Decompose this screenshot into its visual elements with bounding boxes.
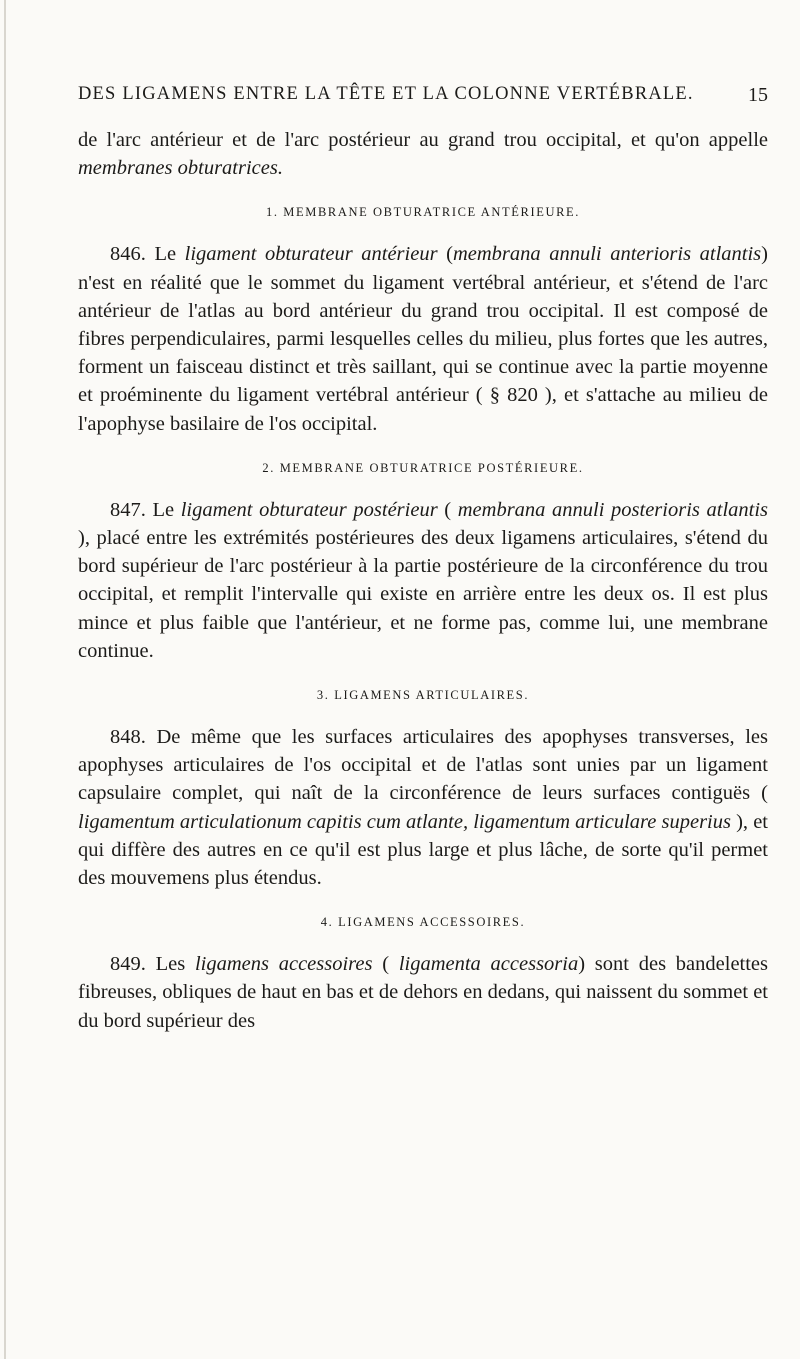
paragraph-text: Les: [145, 953, 195, 976]
section-heading-ligamens-accessoires: 4. LIGAMENS ACCESSOIRES.: [320, 915, 526, 930]
italic-term: ligament obturateur antérieur: [184, 243, 438, 266]
paragraph-846: [78, 240, 768, 437]
italic-term: ligamenta accessoria: [398, 953, 579, 976]
paragraph-text: ), placé entre les extrémités postérieures des deux ligamens articulaires, s'étend du bord supérieur de l'arc postérieur à la partie postérieure de la circonférence du trou occipital, et remplit l'intervalle qui existe en arrière entre les deux os. Il est plus mince et plus faible que l'antérieur, et ne forme pas, comme lui, une membrane continue.: [78, 527, 768, 662]
section-heading-membrane-anterieure: 1. MEMBRANE OBTURATRICE ANTÉRIEURE.: [266, 205, 580, 220]
paragraph-848: [78, 723, 768, 892]
page-body: [78, 126, 768, 1035]
paragraph-number: 846.: [110, 243, 146, 266]
paragraph-text: (: [437, 498, 458, 521]
paragraph-number: 848.: [110, 726, 146, 749]
paragraph-text: ) sont des bandelettes fibreuses, obliques de haut en bas et de dehors en dedans, qui naissent du sommet et du bord supérieur des: [78, 953, 769, 1032]
italic-term: membrana annuli posterioris atlantis: [457, 498, 769, 521]
running-head: [78, 84, 768, 114]
paragraph-847: [78, 496, 768, 665]
italic-term: ligamens accessoires: [194, 953, 373, 976]
paragraph-intro: [78, 126, 768, 182]
paragraph-number: 849.: [110, 953, 146, 976]
italic-term: membrana annuli anterioris atlantis: [452, 243, 762, 266]
italic-term: ligament obturateur postérieur: [180, 498, 438, 521]
paragraph-text: ) n'est en réalité que le sommet du ligament vertébral antérieur, et s'étend de l'arc antérieur de l'atlas au bord antérieur du grand trou occipital. Il est composé de fibres perpendiculaires, parmi lesquelles celles du milieu, plus fortes que les autres, forment un faisceau distinct et très saillant, qui se continue avec la partie moyenne et proéminente du ligament vertébral antérieur ( § 820 ), et s'attache au milieu de l'apophyse basilaire de l'os occipital.: [78, 243, 768, 435]
paragraph-text: (: [372, 953, 399, 976]
section-heading-ligamens-articulaires: 3. LIGAMENS ARTICULAIRES.: [316, 688, 530, 703]
page-edge-shadow: [4, 0, 6, 1359]
paragraph-text: de l'arc antérieur et de l'arc postérieur au grand trou occipital, et qu'on appelle: [78, 129, 768, 151]
page-number: 15: [748, 84, 768, 106]
italic-term: ligamentum articulationum capitis cum atlante, ligamentum articulare superius: [78, 810, 731, 833]
running-head-title: DES LIGAMENS ENTRE LA TÊTE ET LA COLONNE VERTÉBRALE.: [78, 84, 694, 104]
italic-term: membranes obturatrices.: [78, 157, 283, 180]
paragraph-849: [78, 950, 768, 1035]
paragraph-text: ), et qui diffère des autres en ce qu'il est plus large et plus lâche, de sorte qu'il permet des mouvemens plus étendus.: [78, 810, 768, 890]
paragraph-text: Le: [145, 498, 181, 521]
paragraph-text: De même que les surfaces articulaires des apophyses transverses, les apophyses articulaires de l'os occipital et de l'atlas sont unies par un ligament capsulaire complet, qui naît de la circonférence de leurs surfaces contiguës (: [78, 726, 768, 805]
paragraph-text: (: [437, 243, 453, 266]
paragraph-number: 847.: [110, 498, 146, 521]
section-heading-membrane-posterieure: 2. MEMBRANE OBTURATRICE POSTÉRIEURE.: [262, 460, 584, 475]
paragraph-text: Le: [145, 243, 185, 266]
